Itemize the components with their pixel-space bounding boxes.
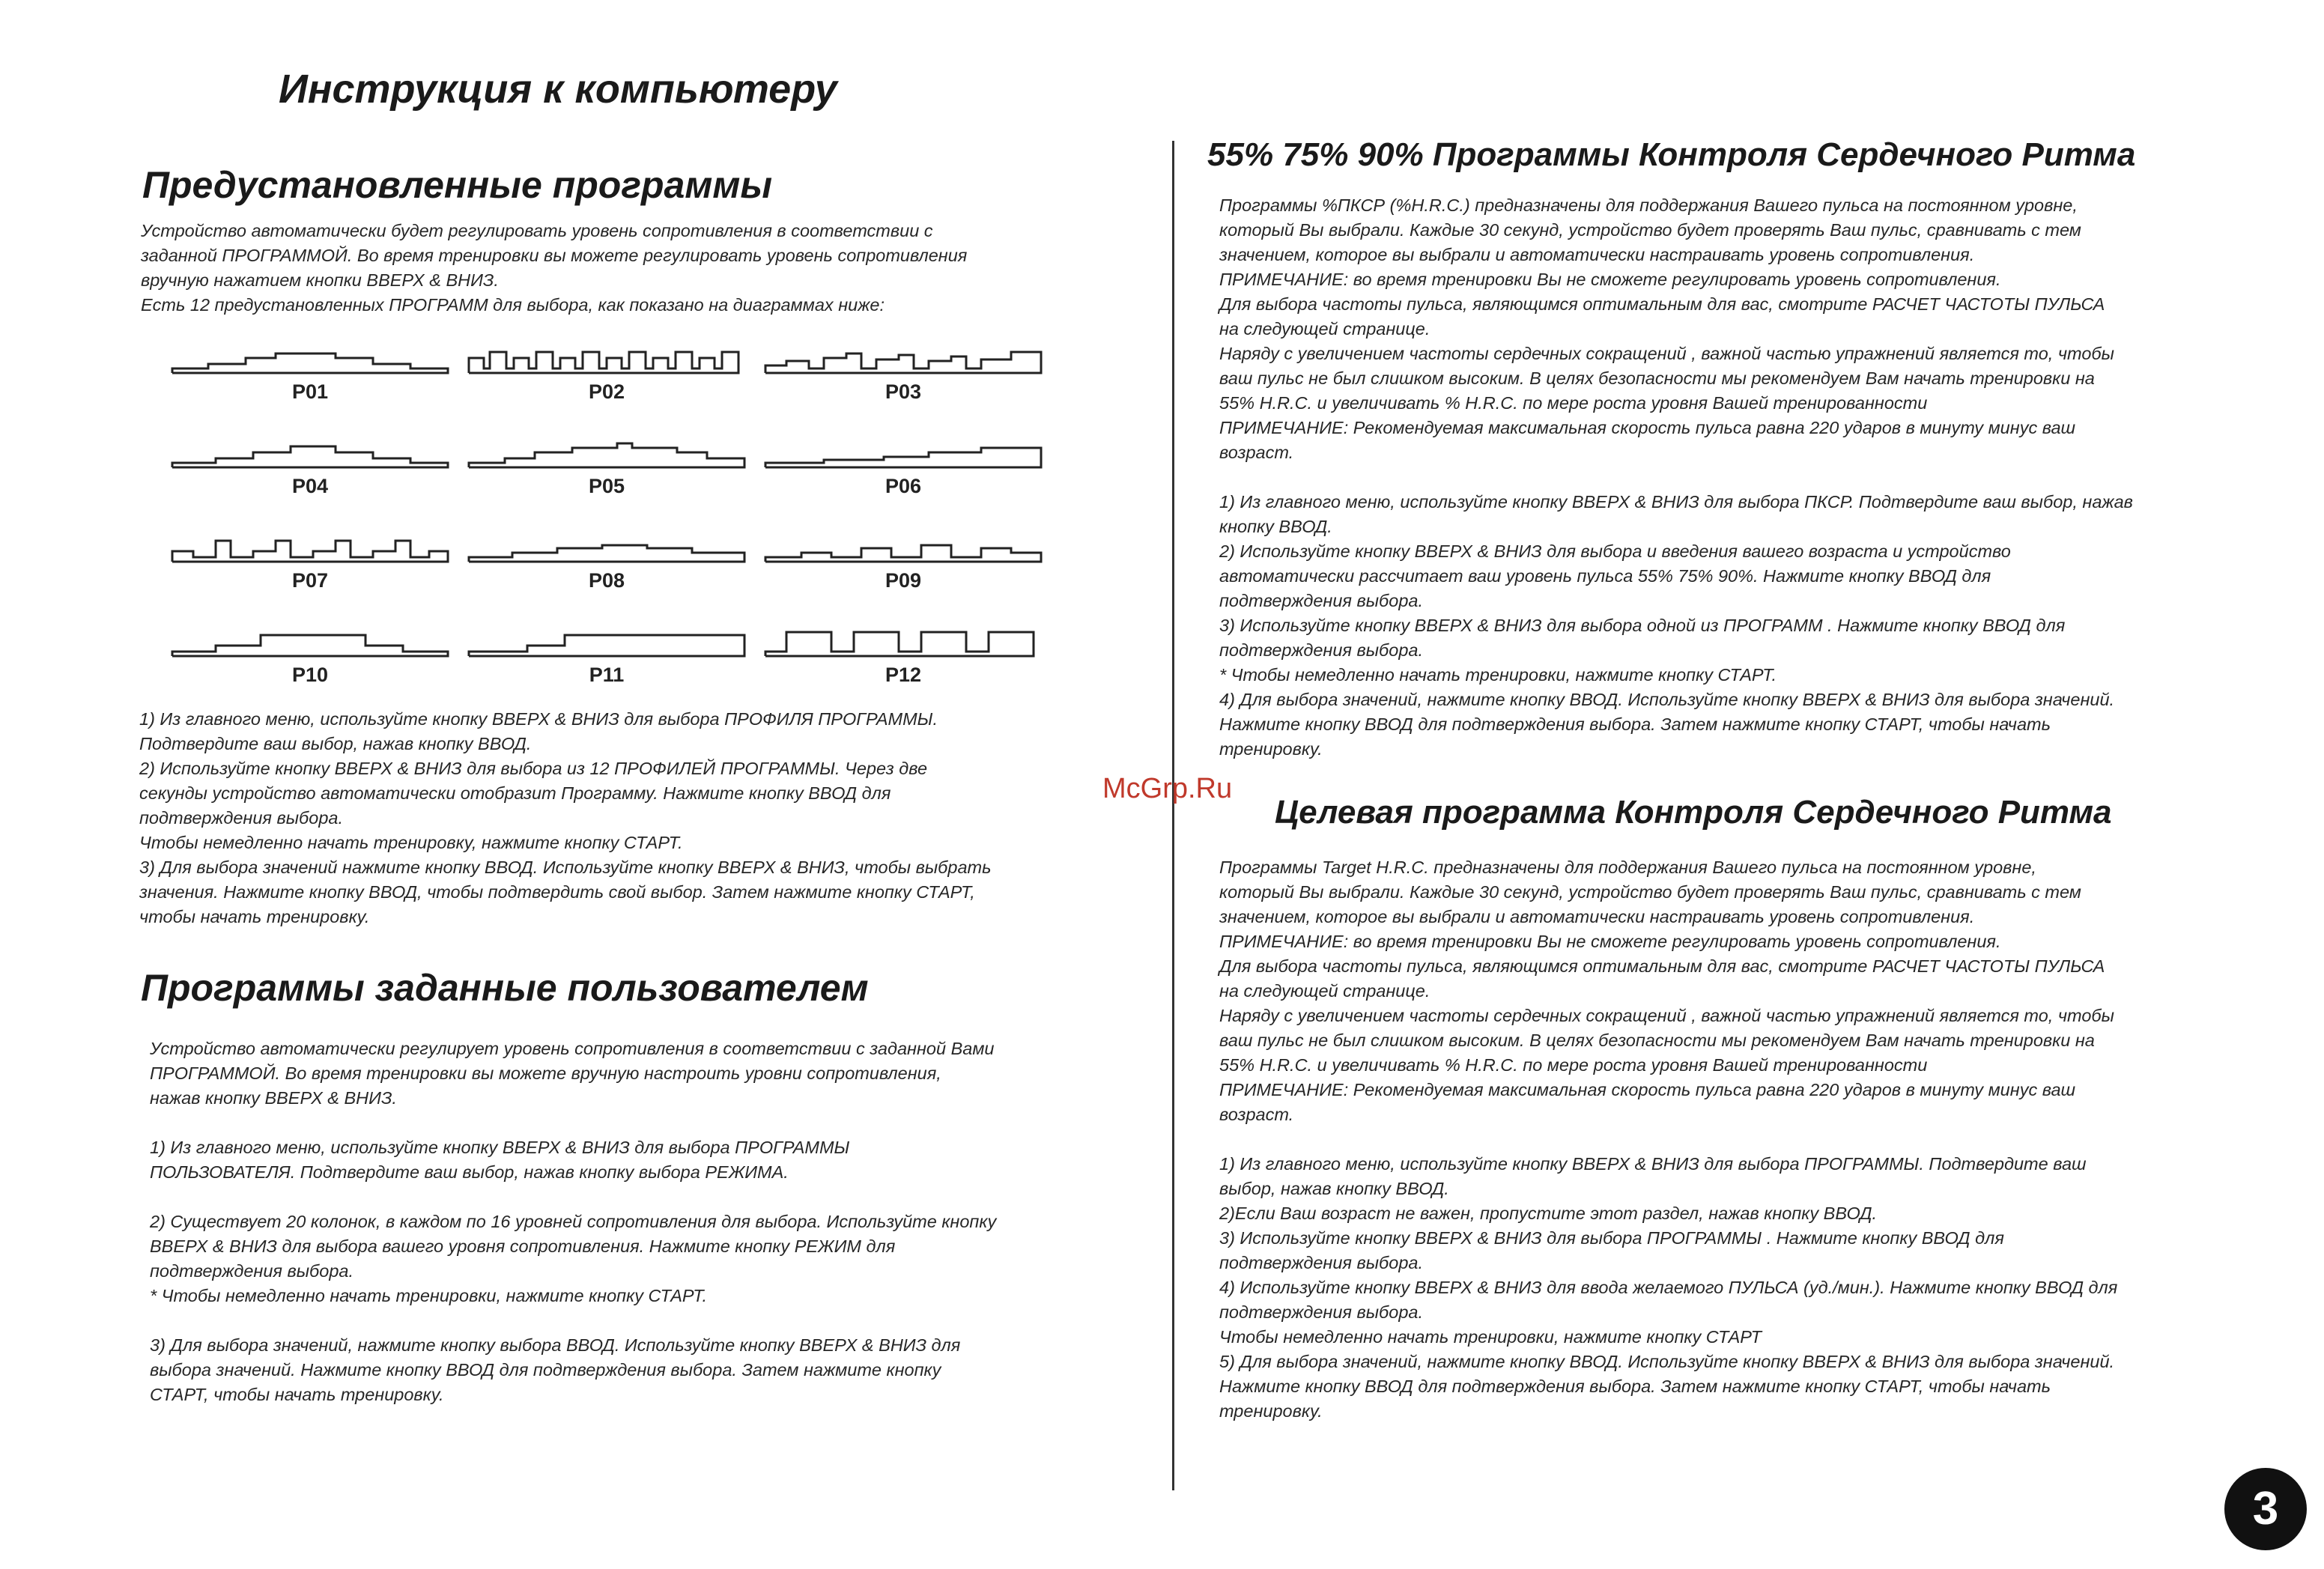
page-number: 3 [2224, 1468, 2307, 1550]
program-label: P08 [588, 569, 625, 592]
user-programs-body: Устройство автоматически регулирует уровень сопротивления в соответствии с заданной Вами ПРОГРАММОЙ. Во время тренировки вы можете вручную настроить уровни сопротивления, нажав кнопку ВВЕРХ & ВНИЗ. 1) Из главного меню, используйте кнопку ВВЕРХ & ВНИЗ для выбора ПРОГРАММЫ ПОЛЬЗОВАТЕЛЯ. Подтвердите ваш выбор, нажав кнопку выбора РЕЖИМА. 2) Существует 20 колонок, в каждом по 16 уровней сопротивления для выбора. Используйте кнопку ВВЕРХ & ВНИЗ для выбора вашего уровня сопротивления. Нажмите кнопку РЕЖИМ для подтверждения выбора. * Чтобы немедленно начать тренировки, нажмите кнопку СТАРТ. 3) Для выбора значений, нажмите кнопку выбора ВВОД. Используйте кнопку ВВЕРХ & ВНИЗ для выбора значений. Нажмите кнопку ВВОД для подтверждения выбора. Затем нажмите кнопку СТАРТ, чтобы начать тренировку. [150, 1039, 997, 1404]
program-profile-p10 [171, 619, 449, 699]
user-programs-heading: Программы заданные пользователем [141, 967, 869, 1009]
profile-graph-icon [467, 336, 746, 379]
target-hrc-heading: Целевая программа Контроля Сердечного Ритма [1275, 794, 2112, 831]
program-profile-p06 [764, 430, 1043, 511]
program-profile-p07 [171, 524, 449, 605]
profile-graph-icon [171, 524, 449, 568]
program-label: P05 [588, 475, 625, 497]
program-profile-p09 [764, 524, 1043, 605]
profile-graph-icon [467, 524, 746, 568]
document-title: Инструкция к компьютеру [279, 67, 837, 112]
program-label: P09 [885, 569, 922, 592]
column-divider [1172, 141, 1174, 1490]
preset-programs-steps: 1) Из главного меню, используйте кнопку ВВЕРХ & ВНИЗ для выбора ПРОФИЛЯ ПРОГРАММЫ. Подтвердите ваш выбор, нажав кнопку ВВОД. 2) Используйте кнопку ВВЕРХ & ВНИЗ для выбора из 12 ПРОФИЛЕЙ ПРОГРАММЫ. Через две секунды устройство автоматически отобразит Программу. Нажмите кнопку ВВОД для подтверждения выбора. Чтобы немедленно начать тренировку, нажмите кнопку СТАРТ. 3) Для выбора значений нажмите кнопку ВВОД. Используйте кнопку ВВЕРХ & ВНИЗ, чтобы выбрать значения. Нажмите кнопку ВВОД, чтобы подтвердить свой выбор. Затем нажмите кнопку СТАРТ, чтобы начать тренировку. [139, 709, 992, 926]
target-hrc-body: Программы Target H.R.C. предназначены для поддержания Вашего пульса на постоянном уровне, который Вы выбрали. Каждые 30 секунд, устройство будет проверять Ваш пульс, сравнивать с тем значением, которое вы выбрали и автоматически настраивать уровень сопротивления. ПРИМЕЧАНИЕ: во время тренировки Вы не сможете регулировать уровень сопротивления. Для выбора частоты пульса, являющимся оптимальным для вас, смотрите РАСЧЕТ ЧАСТОТЫ ПУЛЬСА на следующей странице. Наряду с увеличением частоты сердечных сокращений , важной частью упражнений является то, чтобы ваш пульс не был слишком высоким. В целях безопасности мы рекомендуем Вам начать тренировки на 55% H.R.C. и увеличивать % H.R.C. по мере роста уровня Вашей тренированности ПРИМЕЧАНИЕ: Рекомендуемая максимальная скорость пульса равна 220 ударов в минуту минус ваш возраст. 1) Из главного меню, используйте кнопку ВВЕРХ & ВНИЗ для выбора ПРОГРАММЫ. Подтвердите ваш выбор, нажав кнопку ВВОД. 2)Если Ваш возраст не важен, пропустите этот раздел, нажав кнопку ВВОД. 3) Используйте кнопку ВВЕРХ & ВНИЗ для выбора ПРОГРАММЫ . Нажмите кнопку ВВОД для подтверждения выбора. 4) Используйте кнопку ВВЕРХ & ВНИЗ для ввода желаемого ПУЛЬСА (уд./мин.). Нажмите кнопку ВВОД для подтверждения выбора. Чтобы немедленно начать тренировки, нажмите кнопку СТАРТ 5) Для выбора значений, нажмите кнопку ВВОД. Используйте кнопку ВВЕРХ & ВНИЗ для выбора значений. Нажмите кнопку ВВОД для подтверждения выбора. Затем нажмите кнопку СТАРТ, чтобы начать тренировку. [1219, 858, 2118, 1421]
profile-graph-icon [467, 430, 746, 473]
hrc-programs-body: Программы %ПКСР (%H.R.C.) предназначены для поддержания Вашего пульса на постоянном уровне, который Вы выбрали. Каждые 30 секунд, устройство будет проверять Ваш пульс, сравнивать с тем значением, которое вы выбрали и автоматически настраивать уровень сопротивления. ПРИМЕЧАНИЕ: во время тренировки Вы не сможете регулировать уровень сопротивления. Для выбора частоты пульса, являющимся оптимальным для вас, смотрите РАСЧЕТ ЧАСТОТЫ ПУЛЬСА на следующей странице. Наряду с увеличением частоты сердечных сокращений , важной частью упражнений является то, чтобы ваш пульс не был слишком высоким. В целях безопасности мы рекомендуем Вам начать тренировки на 55% H.R.C. и увеличивать % H.R.C. по мере роста уровня Вашей тренированности ПРИМЕЧАНИЕ: Рекомендуемая максимальная скорость пульса равна 220 ударов в минуту минус ваш возраст. 1) Из главного меню, используйте кнопку ВВЕРХ & ВНИЗ для выбора ПКСР. Подтвердите ваш выбор, нажав кнопку ВВОД. 2) Используйте кнопку ВВЕРХ & ВНИЗ для выбора и введения вашего возраста и устройство автоматически рассчитает ваш уровень пульса 55% 75% 90%. Нажмите кнопку ВВОД для подтверждения выбора. 3) Используйте кнопку ВВЕРХ & ВНИЗ для выбора одной из ПРОГРАММ . Нажмите кнопку ВВОД для подтверждения выбора. * Чтобы немедленно начать тренировки, нажмите кнопку СТАРТ. 4) Для выбора значений, нажмите кнопку ВВОД. Используйте кнопку ВВЕРХ & ВНИЗ для выбора значений. Нажмите кнопку ВВОД для подтверждения выбора. Затем нажмите кнопку СТАРТ, чтобы начать тренировку. [1219, 195, 2133, 759]
program-profile-p02 [467, 336, 746, 416]
program-profile-p05 [467, 430, 746, 511]
program-profile-p01 [171, 336, 449, 416]
program-label: P12 [885, 664, 922, 686]
program-profile-p08 [467, 524, 746, 605]
watermark: McGrp.Ru [1102, 773, 1233, 804]
profile-graph-icon [764, 524, 1043, 568]
program-label: P01 [291, 380, 329, 403]
profile-graph-icon [171, 619, 449, 662]
hrc-programs-heading: 55% 75% 90% Программы Контроля Сердечного Ритма [1207, 136, 2136, 173]
preset-programs-intro: Устройство автоматически будет регулировать уровень сопротивления в соответствии с заданной ПРОГРАММОЙ. Во время тренировки вы можете регулировать уровень сопротивления вручную нажатием кнопки ВВЕРХ & ВНИЗ. Есть 12 предустановленных ПРОГРАММ для выбора, как показано на диаграммах ниже: [141, 221, 968, 315]
profile-graph-icon [467, 619, 746, 662]
profile-graph-icon [764, 430, 1043, 473]
program-label: P03 [885, 380, 922, 403]
profile-graph-icon [764, 336, 1043, 379]
program-label: P07 [291, 569, 329, 592]
program-profile-p04 [171, 430, 449, 511]
program-profile-p03 [764, 336, 1043, 416]
program-label: P02 [588, 380, 625, 403]
program-label: P10 [291, 664, 329, 686]
program-profile-p12 [764, 619, 1043, 699]
program-label: P06 [885, 475, 922, 497]
profile-graph-icon [171, 336, 449, 379]
program-profiles-grid [171, 336, 1047, 695]
profile-graph-icon [764, 619, 1043, 662]
program-profile-p11 [467, 619, 746, 699]
program-label: P11 [589, 664, 625, 686]
program-label: P04 [291, 475, 329, 497]
preset-programs-heading: Предустановленные программы [142, 164, 773, 206]
profile-graph-icon [171, 430, 449, 473]
